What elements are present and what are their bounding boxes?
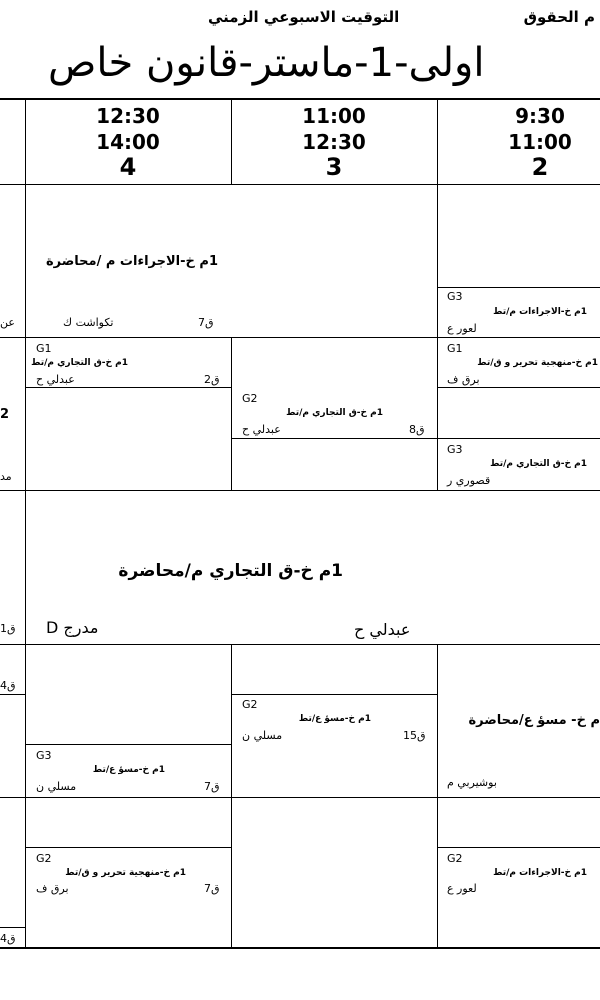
group-label: G2 — [447, 852, 463, 865]
course-name: 1م خ-الاجراءات م/تط — [493, 868, 587, 878]
group-label: G3 — [36, 749, 52, 762]
course-name: 1م خ-مسؤ ع/تط — [298, 714, 371, 724]
teacher-name: قصوري ر — [447, 474, 491, 487]
slot-4-start: 12:30 — [96, 104, 160, 128]
lecture-teacher: عبدلي ح — [354, 620, 411, 639]
edge-number: 2 — [0, 407, 10, 422]
course-name: 1م خ-ق التجاري م/تط — [490, 459, 587, 469]
teacher-name: برق ف — [36, 882, 69, 895]
course-name: 1م خ-ق التجاري م/تط — [31, 358, 128, 368]
schedule-title: اولى-1-ماستر-قانون خاص — [48, 40, 485, 86]
slot-3-end: 12:30 — [302, 130, 366, 154]
teacher-name: لعور ع — [447, 882, 477, 895]
group-label: G3 — [447, 443, 463, 456]
lecture-room: ق7 — [198, 316, 214, 329]
teacher-name: مسلي ن — [36, 780, 77, 793]
room-label: ق7 — [204, 882, 220, 895]
slot-4-number: 4 — [119, 153, 137, 181]
course-name: 1م خ-ق التجاري م/تط — [286, 408, 383, 418]
slot-4-end: 14:00 — [96, 130, 160, 154]
edge-text: مد — [0, 470, 12, 483]
course-name: 1م خ-مسؤ ع/تط — [92, 765, 165, 775]
group-label: G3 — [447, 290, 463, 303]
slot-2-start: 9:30 — [515, 104, 565, 128]
lecture-teacher: بوشيربي م — [447, 776, 497, 789]
course-name: 1م خ-منهجية تحرير و ق/تط — [65, 868, 186, 878]
slot-2-number: 2 — [531, 153, 549, 181]
teacher-name: مسلي ن — [242, 729, 283, 742]
group-label: G1 — [36, 342, 52, 355]
group-label: G1 — [447, 342, 463, 355]
lecture-course: م خ- مسؤ ع/محاضرة — [468, 713, 600, 728]
lecture-teacher: تكواشت ك — [63, 316, 114, 329]
room-label: ق7 — [204, 780, 220, 793]
slot-3-start: 11:00 — [302, 104, 366, 128]
slot-2-end: 11:00 — [508, 130, 572, 154]
lecture-course: 1م خ-ق التجاري م/محاضرة — [118, 561, 343, 581]
lecture-course: 1م خ-الاجراءات م /محاضرة — [45, 254, 218, 269]
edge-room: ق4 — [0, 679, 16, 692]
teacher-name: عبدلي ح — [242, 423, 281, 436]
edge-room: ق4 — [0, 932, 16, 945]
room-label: ق2 — [204, 373, 220, 386]
group-label: G2 — [242, 698, 258, 711]
course-name: 1م خ-منهجية تحرير و ق/تط — [477, 358, 598, 368]
group-label: G2 — [36, 852, 52, 865]
faculty-name: م الحقوق — [523, 8, 595, 26]
edge-room: ق1 — [0, 622, 16, 635]
group-label: G2 — [242, 392, 258, 405]
course-name: 1م خ-الاجراءات م/تط — [493, 307, 587, 317]
teacher-name: لعور ع — [447, 322, 477, 335]
teacher-name: برق ف — [447, 373, 480, 386]
room-label: ق8 — [409, 423, 425, 436]
room-label: ق15 — [403, 729, 426, 742]
schedule-subtitle: التوقيت الاسبوعي الزمني — [208, 8, 400, 26]
slot-3-number: 3 — [325, 153, 343, 181]
edge-text: عن — [0, 316, 15, 329]
teacher-name: عبدلي ح — [36, 373, 75, 386]
lecture-room: مدرج D — [46, 618, 99, 637]
